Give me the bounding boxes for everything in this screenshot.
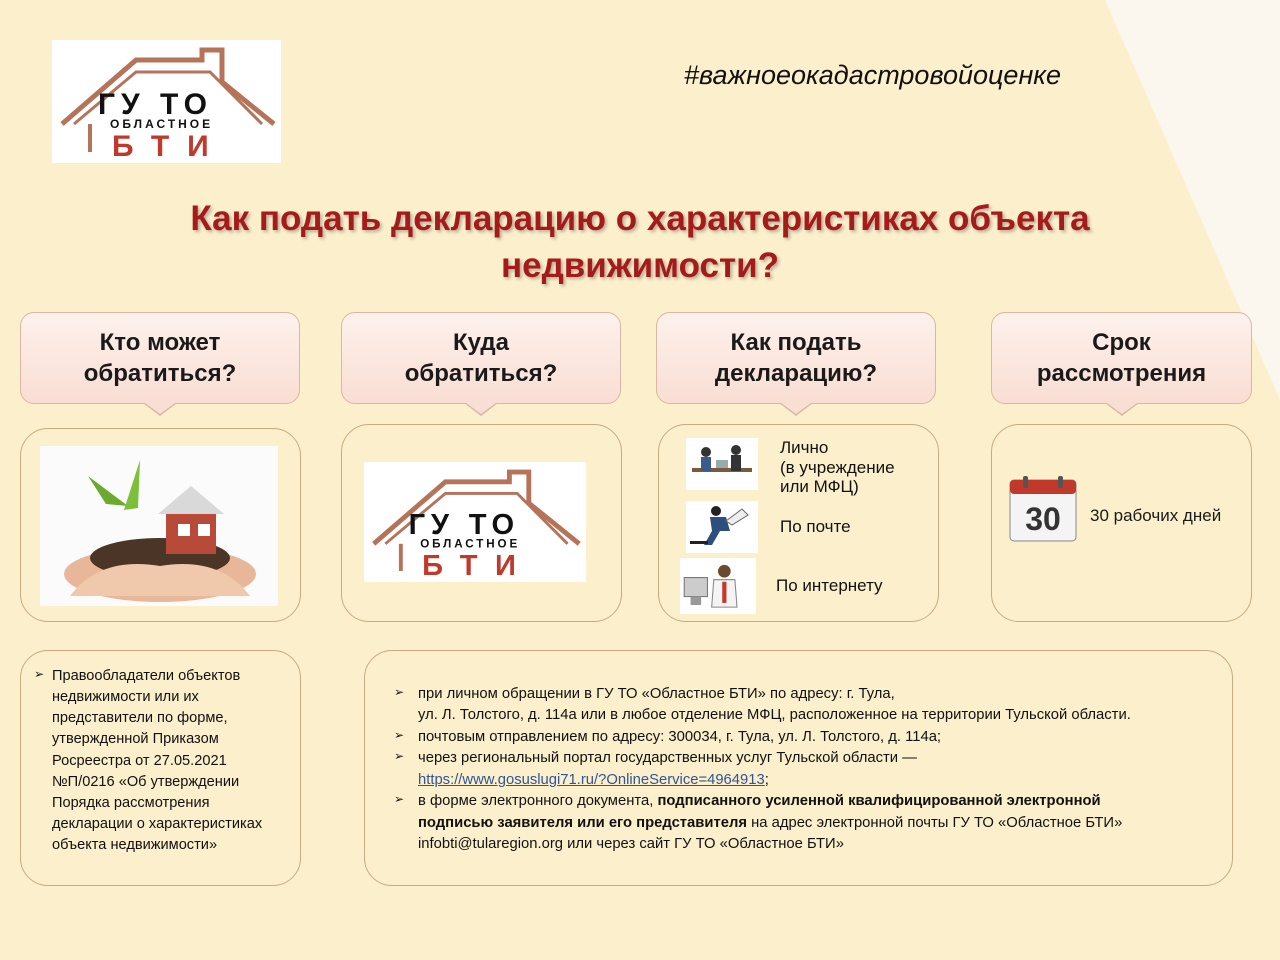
callout-who-line2: обратиться? (83, 360, 237, 387)
how-item1-line2: ул. Л. Толстого, д. 114а или в любое отделение МФЦ, расположенное на территории Тульской области. (418, 707, 1131, 724)
logo-panel-line3: БТИ (422, 549, 534, 582)
callout-term-line2: рассмотрения (1036, 360, 1207, 387)
callout-who-line1: Кто может (99, 328, 221, 356)
how-item-portal (394, 748, 1214, 791)
method-internet-label: По интернету (776, 576, 883, 596)
logo-top (52, 40, 281, 163)
who-line-3: представители по форме, (52, 710, 228, 727)
who-list (34, 666, 286, 856)
callout-where-line2: обратиться? (404, 360, 558, 387)
term-label: 30 рабочих дней (1090, 506, 1222, 525)
bti-logo-icon (52, 40, 281, 163)
logo-panel-line1: ГУ ТО (408, 509, 520, 542)
how-item-mail (394, 727, 1214, 748)
method-in-person-line1: Лично (780, 438, 829, 457)
logo-panel (364, 462, 586, 582)
calendar-icon (1009, 476, 1077, 542)
method-in-person-label (780, 438, 895, 497)
logo-line2: ОБЛАСТНОЕ (110, 117, 214, 131)
method-in-person-line2: (в учреждение (780, 457, 895, 477)
callout-how (656, 312, 936, 404)
how-item2-text: ➢ почтовым отправлением по адресу: 300034, г. Тула, ул. Л. Толстого, д. 114а; (418, 728, 942, 745)
title-line-1: Как подать декларацию о характеристиках объекта (190, 199, 1090, 238)
office-meeting-icon (686, 438, 758, 490)
callout-term (991, 312, 1252, 404)
callout-how-line1: Как подать (730, 328, 862, 356)
callout-who (20, 312, 300, 404)
who-line-2: недвижимости или их (52, 689, 199, 706)
hands-house-image (40, 446, 278, 606)
callout-term-line1: Срок (1092, 328, 1151, 356)
how-item4-pre: в форме электронного документа, (418, 793, 658, 810)
how-item1-line1: ➢ при личном обращении в ГУ ТО «Областное БТИ» по адресу: г. Тула, (418, 686, 895, 702)
computer-user-icon (680, 558, 756, 614)
who-list-item (34, 666, 286, 856)
callout-where-line1: Куда (453, 328, 509, 356)
who-line-7: Порядка рассмотрения (52, 794, 210, 811)
how-item3-tail: ; (764, 771, 769, 788)
calendar-day: 30 (1025, 501, 1061, 537)
who-line-4: утвержденной Приказом (52, 731, 219, 748)
method-in-person-line3: или МФЦ) (780, 477, 859, 497)
mail-courier-icon (686, 501, 758, 553)
how-item4-line3: infobti@tularegion.org или через сайт ГУ ТО «Областное БТИ» (418, 836, 844, 853)
gosuslugi-link[interactable]: https://www.gosuslugi71.ru/?OnlineService=4964913 (418, 771, 765, 788)
how-item4-post: на адрес электронной почты ГУ ТО «Областное БТИ» (746, 814, 1123, 831)
bti-logo-panel-icon (364, 462, 586, 582)
who-line-6: №П/0216 «Об утверждении (52, 773, 240, 790)
hashtag: #важноеокадастровойоценке (684, 60, 1062, 90)
how-list (394, 684, 1214, 856)
how-item-electronic (394, 791, 1214, 855)
who-line-8: декларации о характеристиках (52, 816, 263, 833)
method-in-person (686, 430, 895, 497)
method-internet (680, 558, 883, 614)
callout-how-line2: декларацию? (714, 360, 878, 387)
who-line-1: ➢ Правообладатели объектов (52, 668, 241, 684)
title-line-2: недвижимости? (500, 245, 780, 285)
hands-house-icon (40, 446, 278, 606)
logo-panel-line2: ОБЛАСТНОЕ (420, 537, 521, 551)
method-mail-label: По почте (780, 517, 851, 537)
how-item4-bold1: подписанного усиленной квалифицированной электронной (657, 793, 1101, 810)
logo-line1: ГУ ТО (98, 88, 213, 121)
how-item4-bold2: подписью заявителя или его представителя (418, 814, 747, 831)
method-mail (686, 501, 851, 553)
who-line-9: объекта недвижимости» (52, 837, 218, 854)
how-item3-line1: ➢ через региональный портал государственных услуг Тульской области — (418, 750, 917, 767)
how-item-in-person (394, 684, 1214, 727)
page-title (40, 196, 1240, 289)
callout-where (341, 312, 621, 404)
who-line-5: Росреестра от 27.05.2021 (52, 752, 227, 769)
logo-line3: БТИ (112, 130, 227, 163)
